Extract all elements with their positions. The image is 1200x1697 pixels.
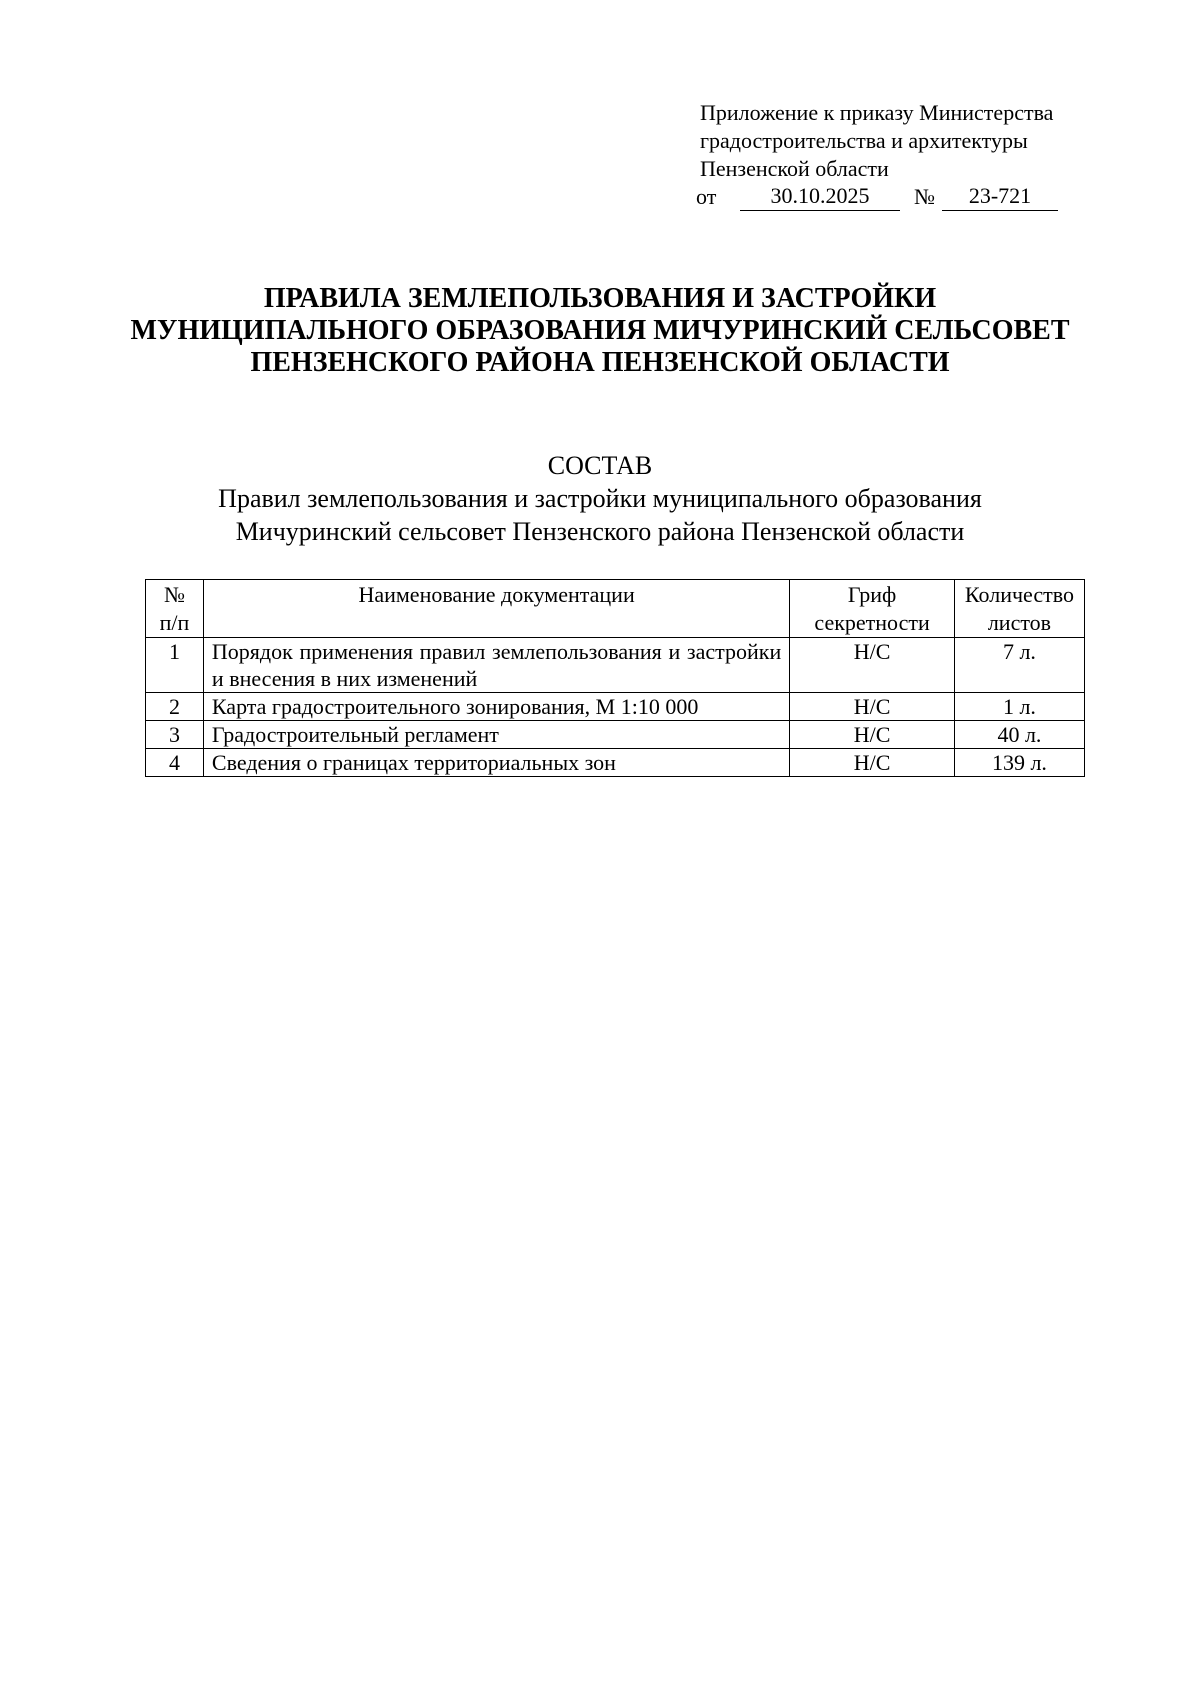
row-grif: Н/С <box>790 721 955 749</box>
row-qty: 7 л. <box>954 638 1084 693</box>
header-grif <box>790 580 955 638</box>
row-name: Порядок применения правил землепользования и застройки и внесения в них изменений <box>203 638 789 693</box>
appendix-block <box>696 99 1120 211</box>
row-grif: Н/С <box>790 638 955 693</box>
header-num-line-1: № <box>163 582 185 607</box>
header-num <box>146 580 204 638</box>
row-num: 2 <box>146 693 204 721</box>
row-num: 1 <box>146 638 204 693</box>
order-date: 30.10.2025 <box>740 183 900 211</box>
composition-heading-block <box>0 449 1200 548</box>
from-label: от <box>696 184 717 209</box>
table-row <box>146 721 1085 749</box>
row-qty: 1 л. <box>954 693 1084 721</box>
row-name: Градостроительный регламент <box>203 721 789 749</box>
composition-line-1: Правил землепользования и застройки муниципального образования <box>218 484 982 513</box>
header-num-line-2: п/п <box>159 610 190 635</box>
row-num: 3 <box>146 721 204 749</box>
row-qty: 139 л. <box>954 749 1084 777</box>
table-row <box>146 638 1085 693</box>
appendix-line-3: Пензенской области <box>700 156 889 181</box>
row-name: Карта градостроительного зонирования, М 1:10 000 <box>203 693 789 721</box>
order-number: 23-721 <box>942 183 1058 211</box>
document-title <box>0 283 1200 379</box>
table-row <box>146 749 1085 777</box>
header-qty <box>954 580 1084 638</box>
order-reference <box>696 183 1120 211</box>
header-grif-line-2: секретности <box>814 610 930 635</box>
header-grif-line-1: Гриф <box>847 582 897 607</box>
title-line-3: ПЕНЗЕНСКОГО РАЙОНА ПЕНЗЕНСКОЙ ОБЛАСТИ <box>250 347 950 378</box>
row-name: Сведения о границах территориальных зон <box>203 749 789 777</box>
table-row <box>146 693 1085 721</box>
header-qty-line-2: листов <box>987 610 1052 635</box>
title-line-1: ПРАВИЛА ЗЕМЛЕПОЛЬЗОВАНИЯ И ЗАСТРОЙКИ <box>263 283 937 314</box>
number-label: № <box>914 184 935 209</box>
appendix-line-1: Приложение к приказу Министерства <box>700 100 1054 125</box>
row-qty: 40 л. <box>954 721 1084 749</box>
row-num: 4 <box>146 749 204 777</box>
composition-heading: СОСТАВ <box>547 451 653 480</box>
documents-table <box>145 579 1085 777</box>
appendix-line-2: градостроительства и архитектуры <box>700 128 1028 153</box>
row-grif: Н/С <box>790 693 955 721</box>
table-header-row <box>146 580 1085 638</box>
row-grif: Н/С <box>790 749 955 777</box>
composition-line-2: Мичуринский сельсовет Пензенского района Пензенской области <box>235 517 965 546</box>
header-qty-line-1: Количество <box>964 582 1074 607</box>
title-line-2: МУНИЦИПАЛЬНОГО ОБРАЗОВАНИЯ МИЧУРИНСКИЙ СЕЛЬСОВЕТ <box>130 315 1070 346</box>
header-name: Наименование документации <box>203 580 789 638</box>
